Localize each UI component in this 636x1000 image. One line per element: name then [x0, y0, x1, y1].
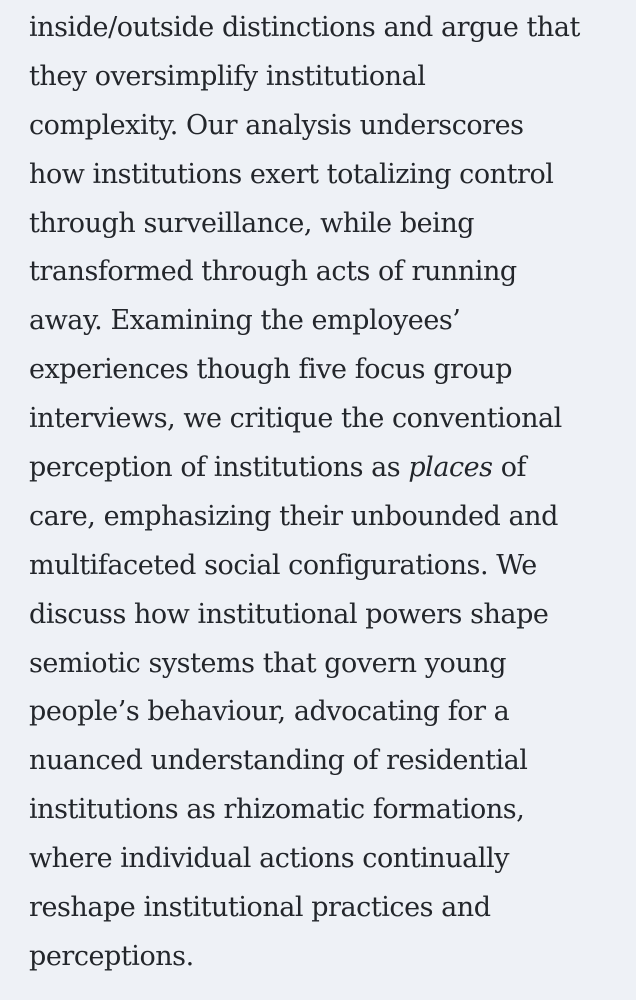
abstract-line: institutions as rhizomatic formations,	[29, 794, 525, 826]
abstract-line: they oversimplify institutional	[29, 60, 426, 92]
abstract-line: care, emphasizing their unbounded and	[29, 500, 558, 532]
abstract-line: semiotic systems that govern young	[29, 647, 507, 679]
abstract-line: inside/outside distinctions and argue that	[29, 12, 580, 43]
abstract-line: nuanced understanding of residential	[29, 745, 528, 777]
abstract-line: how institutions exert totalizing control	[29, 158, 554, 190]
emphasized-word: places	[408, 452, 493, 484]
abstract-line: through surveillance, while being	[29, 207, 475, 239]
abstract-line: interviews, we critique the conventional	[29, 403, 562, 435]
abstract-line: discuss how institutional powers shape	[29, 598, 549, 630]
abstract-line: multifaceted social configurations. We	[29, 549, 537, 581]
abstract-text	[29, 4, 629, 982]
abstract-text-after-emphasis: of	[492, 452, 527, 484]
abstract-line: perceptions.	[29, 940, 194, 972]
abstract-line: transformed through acts of running	[29, 256, 517, 288]
abstract-line: people’s behaviour, advocating for a	[29, 696, 510, 728]
abstract-line: where individual actions continually	[29, 843, 510, 875]
abstract-line-with-emphasis	[29, 444, 629, 493]
abstract-line: experiences though five focus group	[29, 354, 513, 386]
abstract-text-before-emphasis: perception of institutions as	[29, 452, 409, 484]
abstract-line: reshape institutional practices and	[29, 892, 491, 924]
abstract-line: complexity. Our analysis underscores	[29, 109, 524, 141]
abstract-line: away. Examining the employees’	[29, 305, 461, 337]
